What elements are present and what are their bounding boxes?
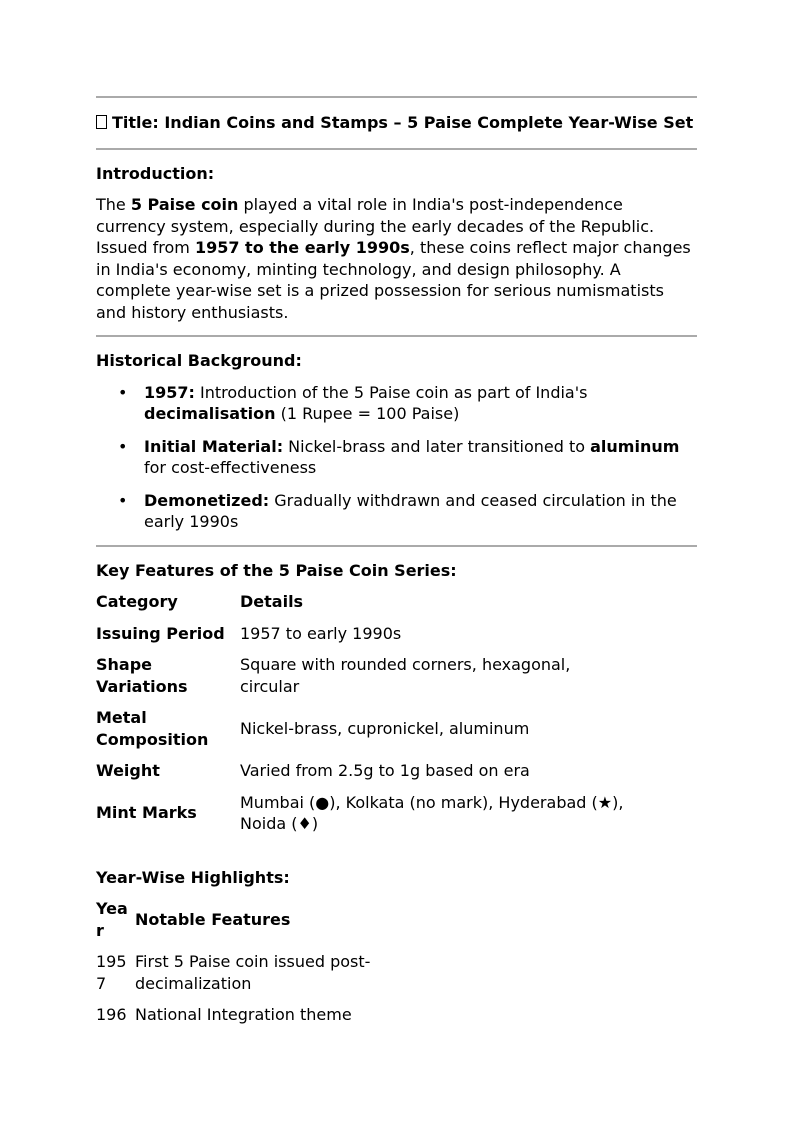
intro-text: The — [96, 195, 131, 214]
year-highlights-heading: Year-Wise Highlights: — [96, 867, 290, 887]
introduction-paragraph — [96, 194, 697, 323]
table-cell-details: 1957 to early 1990s — [240, 623, 402, 643]
column-header-category: Category — [96, 592, 178, 611]
intro-bold: 1957 to the early 1990s — [194, 238, 410, 257]
item-text: Gradually withdrawn and ceased circulation in the early 1990s — [144, 490, 677, 531]
bullet-icon: • — [118, 436, 128, 456]
item-label: 1957: — [144, 382, 195, 402]
history-section — [96, 337, 697, 533]
title-text: Title: Indian Coins and Stamps – 5 Paise Complete Year-Wise Set — [112, 113, 694, 132]
bullet-icon: • — [118, 490, 128, 510]
column-header-features: Notable Features — [135, 909, 291, 929]
table-cell-category: Metal Composition — [96, 708, 209, 749]
item-bold: decimalisation — [144, 404, 276, 423]
table-cell-year: 1957 — [96, 952, 127, 993]
year-highlights-section — [96, 867, 697, 1036]
divider — [96, 96, 697, 98]
item-bold: aluminum — [590, 436, 680, 456]
year-highlights-table — [96, 898, 385, 1036]
intro-text: played a vital role in India's post-independence currency system, especially during the early decades of the Republic. Issued from — [96, 195, 655, 257]
table-row — [96, 707, 630, 760]
table-row — [96, 1004, 385, 1036]
list-item — [118, 490, 697, 533]
history-heading: Historical Background: — [96, 351, 302, 370]
table-cell-details: Nickel-brass, cupronickel, aluminum — [240, 718, 530, 738]
item-label: Demonetized: — [144, 490, 270, 510]
item-text: for cost-effectiveness — [144, 458, 317, 477]
introduction-section — [96, 150, 697, 324]
history-list — [96, 382, 697, 533]
table-cell-category: Mint Marks — [96, 803, 197, 823]
list-item — [118, 382, 697, 425]
table-row — [96, 792, 630, 845]
table-row — [96, 623, 630, 655]
intro-bold: 5 Paise coin — [130, 195, 239, 214]
table-header-row — [96, 591, 630, 623]
item-text: (1 Rupee = 100 Paise) — [275, 404, 460, 423]
column-header-details: Details — [240, 592, 304, 611]
missing-glyph-icon — [96, 115, 107, 129]
table-cell-category: Issuing Period — [96, 623, 225, 643]
table-cell-details: Varied from 2.5g to 1g based on era — [240, 761, 530, 780]
item-text: Introduction of the 5 Paise coin as part of India's — [194, 382, 588, 402]
table-cell-details: Mumbai (●), Kolkata (no mark), Hyderabad (★), Noida (♦) — [240, 792, 624, 833]
document-page — [96, 96, 697, 1036]
table-cell-feature: First 5 Paise coin issued post-decimalization — [135, 952, 371, 993]
table-row — [96, 760, 630, 792]
table-cell-category: Weight — [96, 761, 160, 780]
table-row — [96, 951, 385, 1004]
introduction-heading: Introduction: — [96, 163, 215, 183]
features-heading: Key Features of the 5 Paise Coin Series: — [96, 560, 457, 580]
table-cell-details: Square with rounded corners, hexagonal, circular — [240, 655, 571, 696]
table-cell-feature: National Integration theme — [135, 1005, 352, 1024]
table-header-row — [96, 898, 385, 951]
column-header-year: Year — [96, 899, 128, 940]
table-row — [96, 654, 630, 707]
bullet-icon: • — [118, 382, 128, 402]
item-label: Initial Material: — [144, 436, 284, 456]
item-text: Nickel-brass and later transitioned to — [283, 436, 591, 456]
document-title — [96, 112, 697, 134]
features-table — [96, 591, 630, 845]
table-cell-year: 196 — [96, 1005, 127, 1024]
list-item — [118, 436, 697, 479]
table-cell-category: Shape Variations — [96, 655, 188, 696]
features-section — [96, 547, 697, 845]
intro-text: , these coins reflect major changes in India's economy, minting technology, and design philosophy. A complete year-wise set is a prized possession for serious numismatists and history enthusiasts. — [96, 238, 691, 322]
